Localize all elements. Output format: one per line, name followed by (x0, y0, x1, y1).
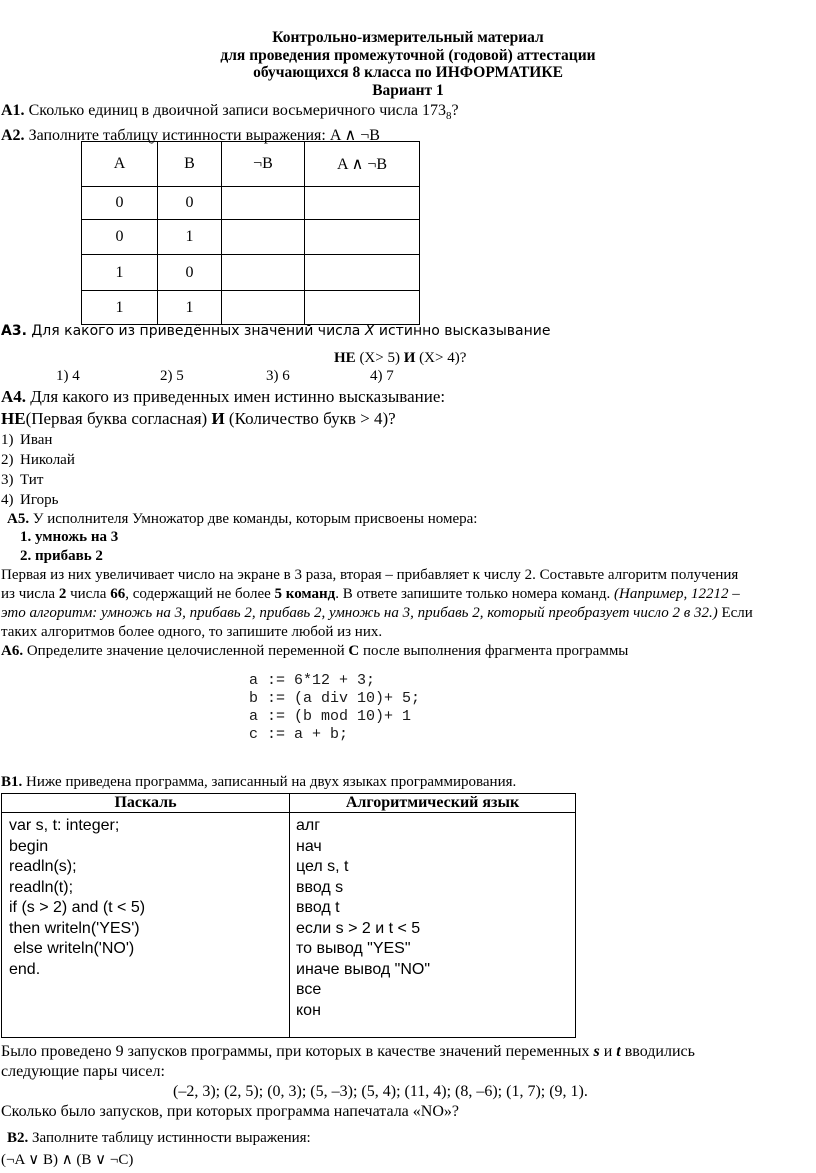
list-item: 3) Тит (1, 472, 44, 488)
task-a4-number: А4. (1, 387, 27, 406)
code-line: ввод t (296, 899, 340, 916)
code-block (249, 672, 420, 744)
task-a5-line-1: Первая из них увеличивает число на экране в 3 раза, вторая – прибавляет к числу 2. Составьте алгоритм получения (1, 567, 739, 583)
pascal-code (2, 813, 290, 1038)
truth-table-cell (305, 187, 420, 220)
task-a3-option: 4) 7 (370, 368, 394, 384)
task-a3-option: 3) 6 (266, 368, 290, 384)
code-line: нач (296, 837, 322, 855)
command-2: 2. прибавь 2 (20, 548, 103, 564)
truth-table-cell (222, 187, 305, 220)
truth-table-header: A (82, 142, 158, 187)
code-line: b := (a div 10)+ 5; (249, 690, 421, 707)
task-b1: В1. Ниже приведена программа, записанный на двух языках программирования. (1, 774, 517, 790)
code-line: if (s > 2) and (t < 5) (9, 899, 146, 916)
expr-part: (X> 5) (355, 350, 404, 366)
truth-table-cell: 1 (82, 291, 158, 325)
code-line: a := (b mod 10)+ 1 (249, 708, 412, 725)
code-line: алг (296, 817, 321, 834)
keyword-i: И (211, 409, 225, 428)
task-a3 (1, 323, 551, 339)
task-a5-line-3: это алгоритм: умножь на 3, прибавь 2, прибавь 2, умножь на 3, прибавь 2, который преобразует число 2 в 32.) Если (1, 605, 753, 621)
truth-table-header: A ∧ ¬B (305, 142, 420, 187)
truth-table-header: B (158, 142, 222, 187)
header-line-3: обучающихся 8 класса по ИНФОРМАТИКЕ (253, 64, 563, 81)
code-line: c := a + b; (249, 726, 349, 743)
task-a5 (7, 511, 477, 528)
task-b1-number: В1. (1, 774, 23, 790)
code-line: then writeln('YES') (9, 919, 140, 937)
task-a3-text-a: Для какого из приведённых значений числа (31, 323, 365, 339)
code-line: то вывод "YES" (296, 940, 411, 957)
truth-table-cell: 1 (82, 255, 158, 291)
task-a1 (1, 102, 459, 122)
column-header-pascal: Паскаль (2, 794, 290, 813)
expr-part: (X> 4)? (415, 350, 467, 366)
code-line: цел s, t (296, 858, 349, 875)
expr-part: (Количество букв > 4)? (224, 409, 396, 428)
truth-table-cell: 0 (158, 255, 222, 291)
task-a4-expression (1, 409, 396, 429)
truth-table-cell: 0 (82, 220, 158, 255)
task-a3-number: А3. (1, 323, 27, 339)
expr-part: (Первая буква согласная) (25, 409, 212, 428)
task-a2-text: Заполните таблицу истинности выражения: A ∧ ¬B (28, 127, 380, 144)
keyword-ne: НЕ (334, 350, 356, 366)
code-line: begin (9, 837, 49, 855)
list-item: 4) Игорь (1, 492, 59, 508)
task-a3-var: X (364, 323, 375, 339)
task-a3-option: 2) 5 (160, 368, 184, 384)
task-a3-text-b: истинно высказывание (374, 323, 551, 339)
task-b2-expression: (¬A ∨ B) ∧ (B ∨ ¬C) (1, 1152, 134, 1168)
truth-table-cell: 0 (82, 187, 158, 220)
program-table (1, 793, 576, 1038)
task-a4-text: Для какого из приведенных имен истинно высказывание: (30, 387, 446, 406)
task-a5-line-2: из числа 2 числа 66, содержащий не более 5 команд. В ответе запишите только номера команд. (Например, 12212 – (1, 586, 740, 602)
truth-table-cell (305, 255, 420, 291)
keyword-ne: НЕ (1, 409, 26, 428)
code-line: var s, t: integer; (9, 817, 120, 834)
truth-table-cell: 0 (158, 187, 222, 220)
header-line-2: для проведения промежуточной (годовой) аттестации (220, 47, 596, 64)
truth-table-cell: 1 (158, 291, 222, 325)
header-line-4: Вариант 1 (372, 82, 444, 99)
code-line: все (296, 981, 322, 998)
truth-table-cell (222, 255, 305, 291)
code-line: если s > 2 и t < 5 (296, 919, 421, 937)
task-a1-text: Сколько единиц в двоичной записи восьмеричного числа 173 (28, 102, 446, 119)
task-a4 (1, 387, 445, 407)
task-b1-after-1: Было проведено 9 запусков программы, при которых в качестве значений переменных s и t вводились (1, 1043, 695, 1060)
code-line: ввод s (296, 878, 344, 896)
list-item: 1) Иван (1, 432, 53, 448)
algo-code (290, 813, 576, 1038)
list-item: 2) Николай (1, 452, 75, 468)
truth-table-cell: 1 (158, 220, 222, 255)
header-line-1: Контрольно-измерительный материал (272, 29, 544, 46)
truth-table-cell (305, 291, 420, 325)
task-a3-option: 1) 4 (56, 368, 80, 384)
task-a1-end: ? (451, 102, 459, 119)
truth-table-cell (222, 220, 305, 255)
truth-table-cell (222, 291, 305, 325)
code-line: else writeln('NO') (9, 940, 135, 957)
task-b2: В2. Заполните таблицу истинности выражения: (7, 1130, 311, 1146)
task-a4-list (1, 430, 75, 510)
task-a5-line-4: таких алгоритмов более одного, то запишите любой из них. (1, 624, 383, 640)
code-line: a := 6*12 + 3; (249, 672, 376, 689)
column-header-algo: Алгоритмический язык (290, 794, 576, 813)
task-a6: А6. Определите значение целочисленной переменной С после выполнения фрагмента программы (1, 643, 629, 659)
code-line: иначе вывод "NO" (296, 960, 431, 978)
task-a6-number: А6. (1, 643, 24, 659)
task-a5-intro: У исполнителя Умножатор две команды, которым присвоены номера: (32, 511, 478, 527)
truth-table-cell (305, 220, 420, 255)
task-a3-expression (334, 350, 466, 367)
keyword-i: И (403, 350, 416, 366)
task-a1-base: 8 (445, 110, 452, 123)
task-a5-number: А5. (7, 511, 30, 527)
task-b1-question: Сколько было запусков, при которых программа напечатала «NO»? (1, 1103, 459, 1120)
task-b1-after-2: следующие пары чисел: (1, 1063, 165, 1080)
code-line: readln(s); (9, 858, 77, 875)
code-line: readln(t); (9, 878, 74, 896)
input-pairs: (–2, 3); (2, 5); (0, 3); (5, –3); (5, 4); (11, 4); (8, –6); (1, 7); (9, 1). (173, 1083, 588, 1100)
command-1: 1. умножь на 3 (20, 529, 119, 545)
truth-table-header: ¬B (222, 142, 305, 187)
task-a1-number: А1. (1, 102, 25, 119)
truth-table-a2 (81, 141, 420, 325)
code-line: кон (296, 1001, 321, 1019)
task-a2-number: А2. (1, 127, 25, 144)
task-b2-number: В2. (7, 1130, 29, 1146)
code-line: end. (9, 960, 41, 978)
